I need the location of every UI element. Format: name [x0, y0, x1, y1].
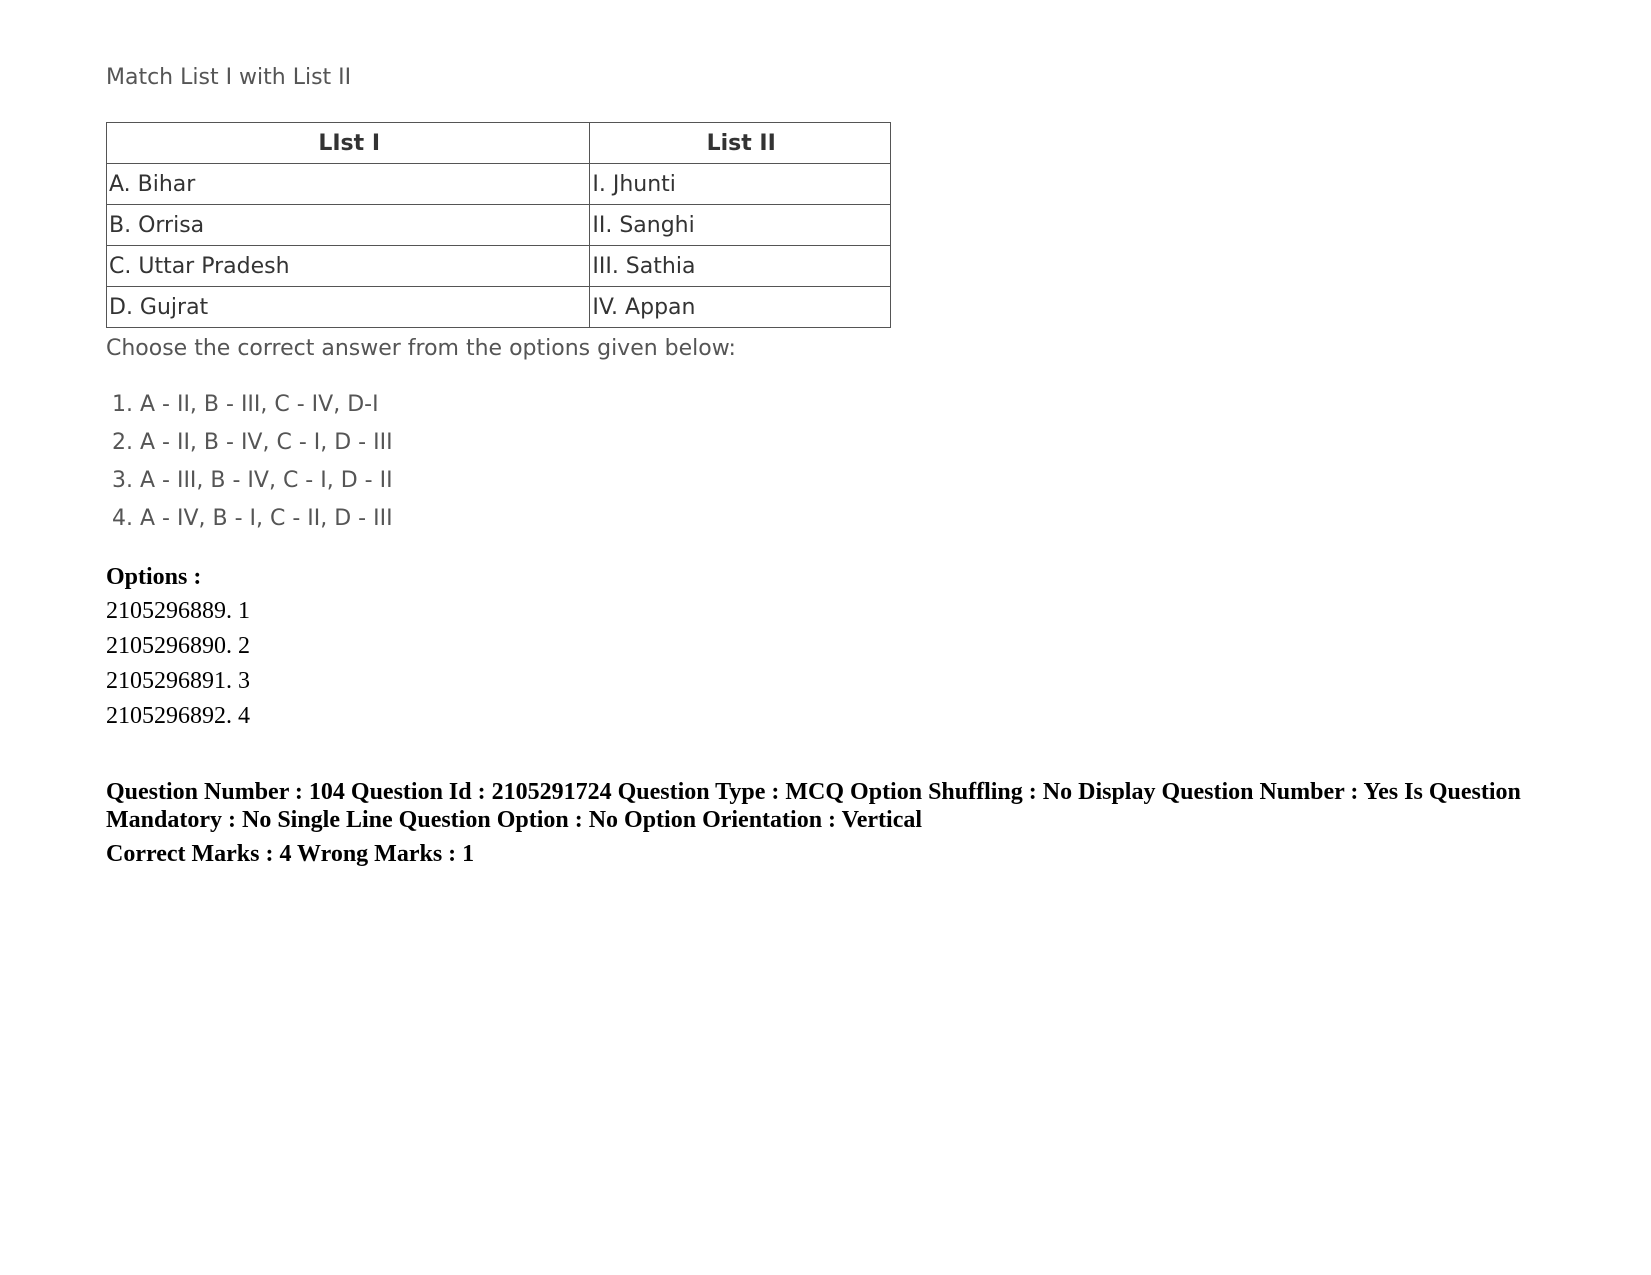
table-cell: D. Gujrat [107, 287, 590, 328]
match-table [106, 122, 891, 328]
table-cell: C. Uttar Pradesh [107, 246, 590, 287]
question-prompt: Choose the correct answer from the options given below: [106, 336, 736, 361]
column-header-list-i: LIst I [107, 123, 590, 164]
question-info: Question Number : 104 Question Id : 2105291724 Question Type : MCQ Option Shuffling : No Display Question Number : Yes Is Question Mandatory : No Single Line Question Option : No Option Orientation : Vertical [106, 779, 1521, 833]
column-header-list-ii: List II [590, 123, 891, 164]
option-item: 2105296891. 3 [106, 668, 250, 694]
table-header-row [107, 123, 891, 164]
marks-info: Correct Marks : 4 Wrong Marks : 1 [106, 841, 475, 867]
options-list [106, 594, 1546, 734]
options-heading: Options : [106, 564, 202, 590]
option-item: 2105296892. 4 [106, 703, 250, 729]
option-item: 2105296890. 2 [106, 633, 250, 659]
answer-choice-list [112, 386, 906, 538]
table-cell: II. Sanghi [590, 205, 891, 246]
table-cell: B. Orrisa [107, 205, 590, 246]
answer-choice: 4. A - IV, B - I, C - II, D - III [112, 506, 393, 531]
question-intro: Match List I with List II [106, 65, 352, 90]
question-metadata [106, 560, 1546, 868]
table-row [107, 164, 891, 205]
answer-choice: 2. A - II, B - IV, C - I, D - III [112, 430, 393, 455]
table-row [107, 246, 891, 287]
answer-choice: 1. A - II, B - III, C - IV, D-I [112, 392, 379, 417]
table-cell: I. Jhunti [590, 164, 891, 205]
table-cell: IV. Appan [590, 287, 891, 328]
table-cell: A. Bihar [107, 164, 590, 205]
answer-choice: 3. A - III, B - IV, C - I, D - II [112, 468, 393, 493]
option-item: 2105296889. 1 [106, 598, 250, 624]
question-image [106, 60, 906, 538]
table-row [107, 287, 891, 328]
table-row [107, 205, 891, 246]
table-cell: III. Sathia [590, 246, 891, 287]
